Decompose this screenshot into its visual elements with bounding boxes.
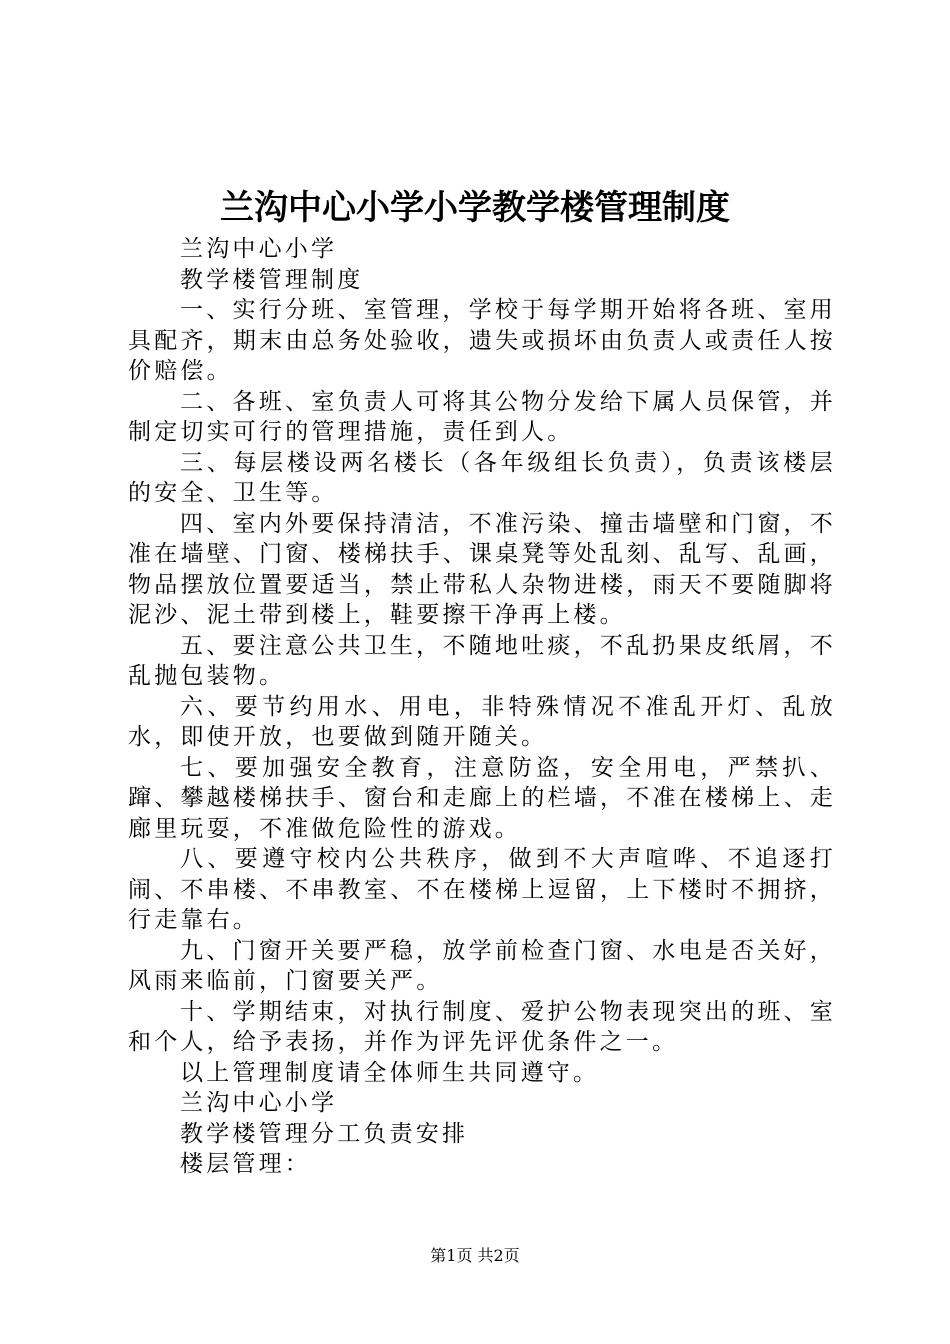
paragraph: 三、每层楼设两名楼长（各年级组长负责），负责该楼层的安全、卫生等。 — [128, 449, 836, 506]
paragraph: 兰沟中心小学 — [180, 236, 338, 262]
document-title: 兰沟中心小学小学教学楼管理制度 — [220, 188, 730, 228]
document-body — [128, 234, 836, 1180]
paragraph: 二、各班、室负责人可将其公物分发给下属人员保管，并制定切实可行的管理措施，责任到人。 — [128, 388, 836, 445]
page-footer: 第1页 共2页 — [430, 1246, 520, 1265]
paragraph: 兰沟中心小学 — [180, 1090, 338, 1116]
paragraph: 教学楼管理制度 — [180, 266, 364, 293]
paragraph: 十、学期结束，对执行制度、爱护公物表现突出的班、室和个人，给予表扬，并作为评先评优条件之一。 — [128, 998, 836, 1055]
paragraph: 以上管理制度请全体师生共同遵守。 — [180, 1059, 600, 1086]
paragraph: 楼层管理： — [180, 1151, 311, 1177]
paragraph: 教学楼管理分工负责安排 — [180, 1120, 469, 1147]
paragraph: 五、要注意公共卫生，不随地吐痰，不乱扔果皮纸屑，不乱抛包装物。 — [128, 632, 836, 689]
paragraph: 八、要遵守校内公共秩序，做到不大声喧哗、不追逐打闹、不串楼、不串教室、不在楼梯上逗留，上下楼时不拥挤，行走靠右。 — [128, 846, 836, 933]
paragraph: 一、实行分班、室管理，学校于每学期开始将各班、室用具配齐，期末由总务处验收，遗失或损坏由负责人或责任人按价赔偿。 — [128, 297, 836, 384]
paragraph: 九、门窗开关要严稳，放学前检查门窗、水电是否关好，风雨来临前，门窗要关严。 — [128, 937, 836, 994]
paragraph: 六、要节约用水、用电，非特殊情况不准乱开灯、乱放水，即使开放，也要做到随开随关。 — [128, 693, 836, 750]
paragraph: 四、室内外要保持清洁，不准污染、撞击墙壁和门窗，不准在墙壁、门窗、楼梯扶手、课桌凳等处乱刻、乱写、乱画，物品摆放位置要适当，禁止带私人杂物进楼，雨天不要随脚将泥沙、泥土带到楼上，鞋要擦干净再上楼。 — [128, 510, 836, 628]
paragraph: 七、要加强安全教育，注意防盗，安全用电，严禁扒、蹿、攀越楼梯扶手、窗台和走廊上的栏墙，不准在楼梯上、走廊里玩耍，不准做危险性的游戏。 — [128, 754, 836, 842]
